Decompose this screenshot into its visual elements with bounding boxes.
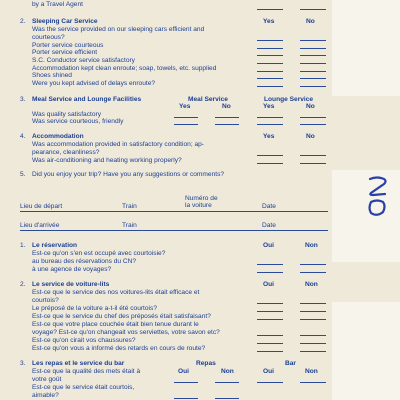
answer-blank[interactable] <box>257 86 283 87</box>
question-text: Est-ce qu'on cirait vos chaussures? <box>32 337 136 344</box>
column-header-bar: Bar <box>285 360 296 367</box>
section-number: 4. <box>20 133 26 140</box>
section-heading: Le service de voiture-lits <box>32 281 110 288</box>
question-text: Was service courteous, friendly <box>32 118 124 125</box>
train-label: Train <box>122 203 137 210</box>
column-header-oui: Oui <box>263 242 274 249</box>
answer-blank[interactable] <box>257 382 283 383</box>
column-header-oui: Oui <box>263 368 274 375</box>
answer-blank[interactable] <box>300 272 326 273</box>
answer-blank[interactable] <box>300 351 326 352</box>
answer-blank[interactable] <box>300 311 326 312</box>
question-text: Est-ce qu'on vous a informé des retards en cours de route? <box>32 345 206 352</box>
question-text: courtois? <box>32 297 59 304</box>
answer-blank[interactable] <box>257 163 283 164</box>
section-heading: Sleeping Car Service <box>32 18 98 25</box>
paper-cutout-top <box>332 0 400 96</box>
answer-blank[interactable] <box>257 303 283 304</box>
answer-blank[interactable] <box>257 78 283 79</box>
question-text: aimable? <box>32 392 59 399</box>
answer-blank[interactable] <box>300 55 326 56</box>
answer-blank[interactable] <box>300 343 326 344</box>
question-text: à une agence de voyages? <box>32 266 112 273</box>
column-header-non: Non <box>221 368 234 375</box>
answer-blank[interactable] <box>300 335 326 336</box>
answer-blank[interactable] <box>300 264 326 265</box>
answer-blank[interactable] <box>257 117 283 118</box>
answer-blank[interactable] <box>300 9 326 10</box>
travel-agent-line: by a Travel Agent <box>32 1 83 8</box>
answer-blank[interactable] <box>215 382 239 383</box>
section-number: 3. <box>20 360 26 367</box>
answer-blank[interactable] <box>300 63 326 64</box>
answer-blank[interactable] <box>257 9 283 10</box>
section-number: 1. <box>20 242 26 249</box>
column-header-yes: Yes <box>263 18 275 25</box>
column-header-yes: Yes <box>179 103 191 110</box>
answer-blank[interactable] <box>215 117 239 118</box>
answer-blank[interactable] <box>174 117 198 118</box>
car-number-label: la voiture <box>185 202 212 209</box>
question-text: Was quality satisfactory <box>32 111 102 118</box>
answer-blank[interactable] <box>300 78 326 79</box>
question-text: Est-ce que le service des nos voitures-lits était efficace et <box>32 289 200 296</box>
paper-cutout-bottom <box>332 302 400 400</box>
answer-blank[interactable] <box>257 351 283 352</box>
answer-blank[interactable] <box>300 40 326 41</box>
section-heading: Le réservation <box>32 242 78 249</box>
answer-blank[interactable] <box>257 155 283 156</box>
column-header-no: No <box>306 18 315 25</box>
column-header-lounge: Lounge Service <box>264 96 314 103</box>
section-heading: Meal Service and Lounge Facilities <box>32 96 142 103</box>
answer-blank[interactable] <box>300 319 326 320</box>
question-text: votre goût <box>32 376 62 383</box>
answer-blank[interactable] <box>257 40 283 41</box>
answer-blank[interactable] <box>300 86 326 87</box>
answer-blank[interactable] <box>300 163 326 164</box>
question-text: Porter service courteous <box>32 42 104 49</box>
column-header-meal: Meal Service <box>188 96 228 103</box>
column-header-yes: Yes <box>263 103 275 110</box>
column-header-no: No <box>306 103 315 110</box>
arrival-label: Lieu d'arrivée <box>20 222 60 229</box>
train-label: Train <box>122 222 137 229</box>
question-text: pearance, cleanliness? <box>32 149 100 156</box>
answer-blank[interactable] <box>257 311 283 312</box>
answer-blank[interactable] <box>257 71 283 72</box>
answer-blank[interactable] <box>174 398 198 399</box>
question-text: Accommodation kept clean enroute; soap, towels, etc. supplied <box>32 65 217 72</box>
section-number: 5. <box>20 171 26 178</box>
answer-blank[interactable] <box>257 343 283 344</box>
answer-blank[interactable] <box>257 319 283 320</box>
section-number: 2. <box>20 281 26 288</box>
column-header-non: Non <box>305 368 318 375</box>
question-text: Est-ce que votre place couchée était bien tenue durant le <box>32 321 199 328</box>
answer-blank[interactable] <box>300 48 326 49</box>
question-text: S.C. Conductor service satisfactory <box>32 57 135 64</box>
column-header-oui: Oui <box>263 281 274 288</box>
column-header-yes: Yes <box>263 133 275 140</box>
answer-blank[interactable] <box>257 272 283 273</box>
answer-blank[interactable] <box>257 264 283 265</box>
column-header-no: No <box>222 103 231 110</box>
question-text: Est-ce que le service était courtois, <box>32 384 135 391</box>
question-text: courteous? <box>32 34 65 41</box>
column-header-repas: Repas <box>196 360 216 367</box>
question-text: voyage? Est-ce qu'on changeait vos serviettes, votre savon etc? <box>32 329 220 336</box>
question-text: Est-ce que le service du chef des préposés était satisfaisant? <box>32 313 211 320</box>
section-heading: Les repas et le service du bar <box>32 360 125 367</box>
section-heading: Accommodation <box>32 133 84 140</box>
arrival-line[interactable] <box>20 230 328 231</box>
question-text: Was the service provided on our sleeping cars efficient and <box>32 26 205 33</box>
question-text: Le préposé de la voiture a-t-il été courtois? <box>32 305 157 312</box>
question-text: Est-ce que la qualité des mets était à <box>32 368 141 375</box>
section-number: 3. <box>20 96 26 103</box>
departure-label: Lieu de départ <box>20 203 63 210</box>
answer-blank[interactable] <box>300 124 326 125</box>
answer-blank[interactable] <box>215 398 239 399</box>
question-text: au bureau des réservations du CN? <box>32 258 137 265</box>
answer-blank[interactable] <box>257 335 283 336</box>
column-header-non: Non <box>305 281 318 288</box>
column-header-no: No <box>306 133 315 140</box>
answer-blank[interactable] <box>257 63 283 64</box>
answer-blank[interactable] <box>257 55 283 56</box>
date-label: Date <box>262 203 276 210</box>
page-marker-icon <box>364 176 390 220</box>
answer-blank[interactable] <box>257 124 283 125</box>
answer-blank[interactable] <box>174 382 198 383</box>
question-text: Porter service efficient <box>32 49 98 56</box>
answer-blank[interactable] <box>300 117 326 118</box>
question-text: Was air-conditioning and heating working properly? <box>32 157 182 164</box>
column-header-oui: Oui <box>178 368 189 375</box>
question-text: Est-ce qu'on s'en est occupé avec courtoisie? <box>32 250 166 257</box>
answer-blank[interactable] <box>300 303 326 304</box>
question-text: Were you kept advised of delays enroute? <box>32 80 156 87</box>
car-number-label: Numéro de <box>185 195 218 202</box>
comments-question: Did you enjoy your trip? Have you any suggestions or comments? <box>32 171 225 178</box>
answer-blank[interactable] <box>257 48 283 49</box>
column-header-non: Non <box>305 242 318 249</box>
question-text: Shoes shined <box>32 72 72 79</box>
section-number: 2. <box>20 18 26 25</box>
answer-blank[interactable] <box>174 124 198 125</box>
question-text: Was accommodation provided in satisfactory condition; ap- <box>32 141 205 148</box>
answer-blank[interactable] <box>215 124 239 125</box>
answer-blank[interactable] <box>300 382 326 383</box>
answer-blank[interactable] <box>300 155 326 156</box>
answer-blank[interactable] <box>300 71 326 72</box>
date-label: Date <box>262 222 276 229</box>
departure-line[interactable] <box>20 211 328 212</box>
